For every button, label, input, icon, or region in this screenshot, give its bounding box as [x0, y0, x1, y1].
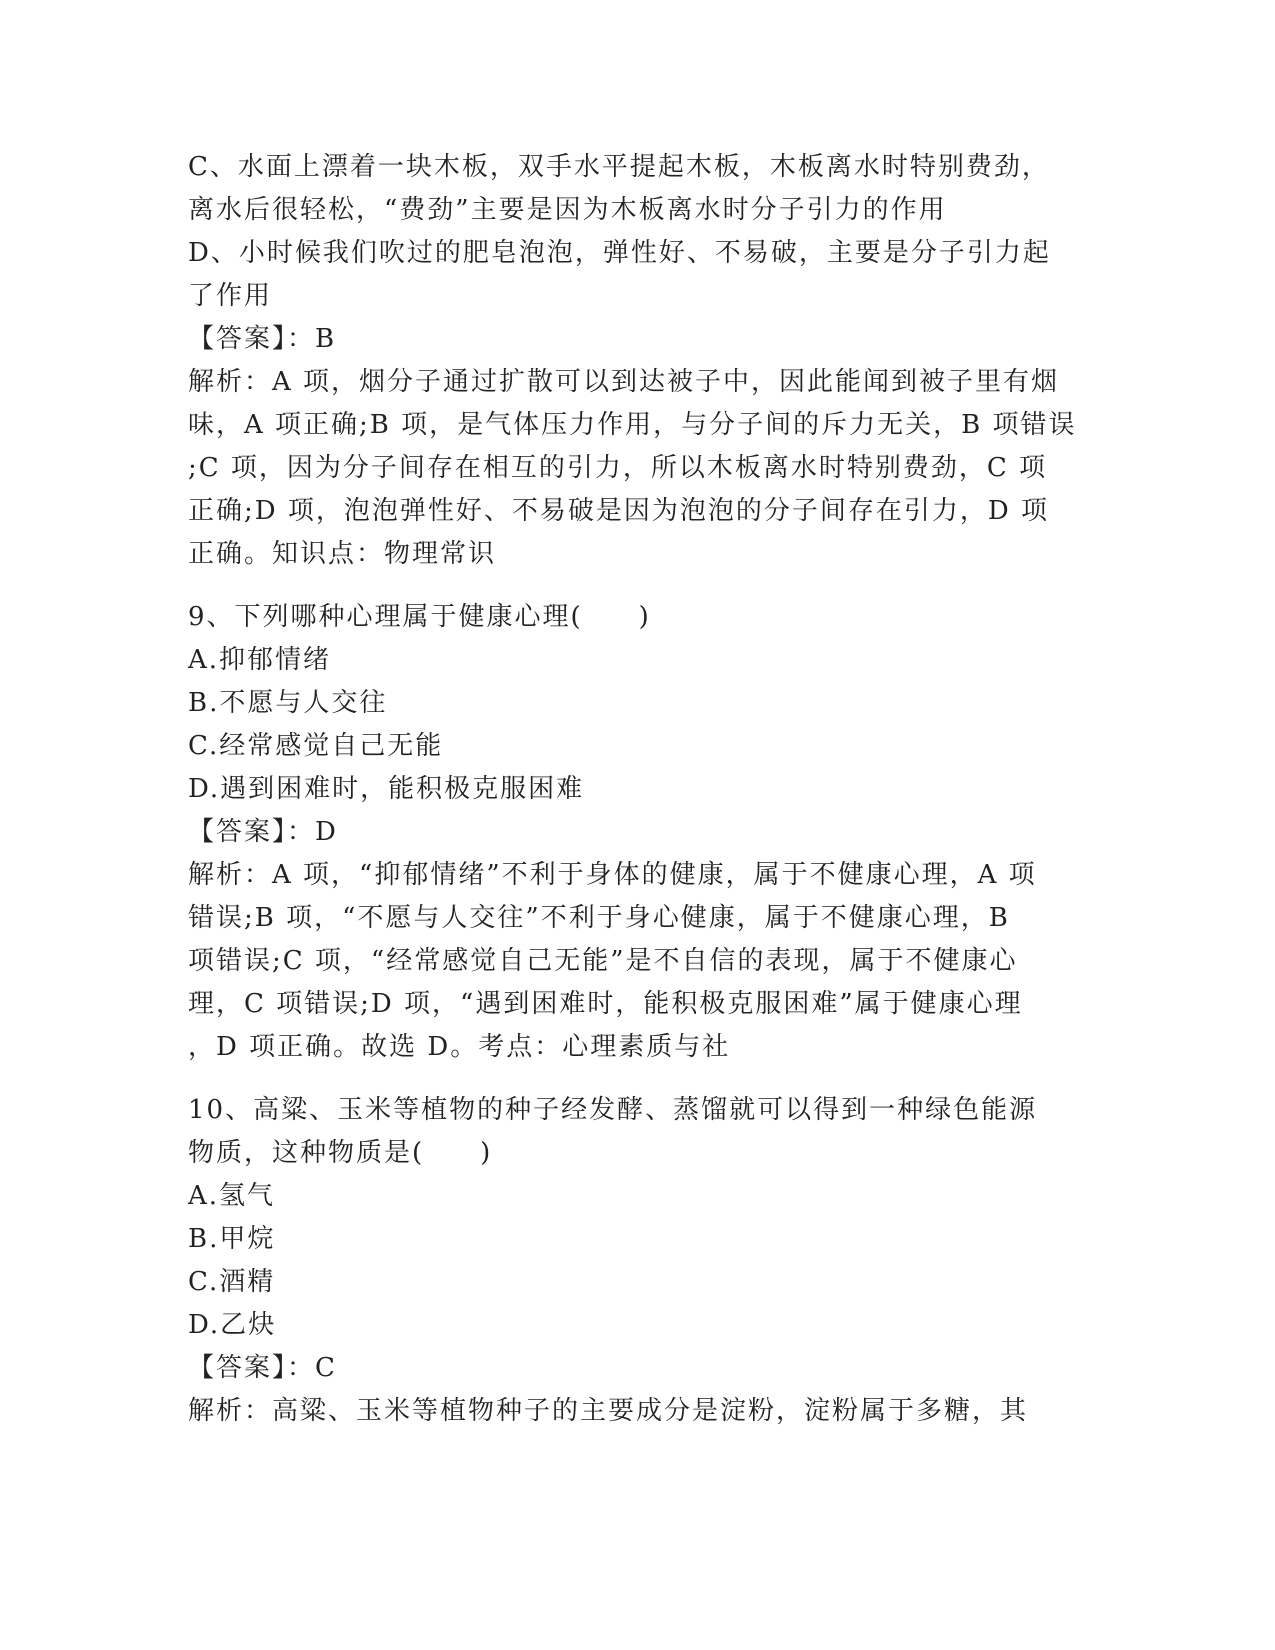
explanation-line-5: ，D 项正确。故选 D。考点：心理素质与社 [188, 1032, 731, 1062]
explanation-line-5: 正确。知识点：物理常识 [188, 539, 497, 569]
question-stem-line-2: 物质，这种物质是( ) [188, 1138, 493, 1168]
option-d: D.遇到困难时，能积极克服困难 [188, 774, 585, 804]
explanation-line-4: 理，C 项错误;D 项，“遇到困难时，能积极克服困难”属于健康心理 [188, 989, 1023, 1019]
explanation-line-4: 正确;D 项，泡泡弹性好、不易破是因为泡泡的分子间存在引力，D 项 [188, 496, 1049, 526]
explanation-line-1: 解析：A 项，烟分子通过扩散可以到达被子中，因此能闻到被子里有烟 [188, 367, 1060, 397]
option-d: D.乙炔 [188, 1310, 277, 1340]
answer-line: 【答案】：D [188, 817, 338, 847]
explanation-line-3: ;C 项，因为分子间存在相互的引力，所以木板离水时特别费劲，C 项 [188, 453, 1048, 483]
block-spacer [188, 1069, 1088, 1089]
block-spacer [188, 576, 1088, 596]
explanation-line-2: 味，A 项正确;B 项，是气体压力作用，与分子间的斥力无关，B 项错误 [188, 410, 1077, 440]
explanation-line-2: 错误;B 项，“不愿与人交往”不利于身心健康，属于不健康心理，B [188, 903, 1010, 933]
explanation-line-1: 解析：A 项，“抑郁情绪”不利于身体的健康，属于不健康心理，A 项 [188, 860, 1037, 890]
answer-line: 【答案】：C [188, 1353, 337, 1383]
answer-line: 【答案】：B [188, 324, 337, 354]
option-c-line-2: 离水后很轻松，“费劲”主要是因为木板离水时分子引力的作用 [188, 195, 947, 225]
question-8-continuation [188, 146, 1088, 576]
option-c: C.酒精 [188, 1267, 276, 1297]
option-a: A.氢气 [188, 1181, 276, 1211]
option-b: B.甲烷 [188, 1224, 276, 1254]
explanation-line-3: 项错误;C 项，“经常感觉自己无能”是不自信的表现，属于不健康心 [188, 946, 1018, 976]
option-d-line-2: 了作用 [188, 281, 273, 311]
page-content [188, 146, 1088, 1433]
question-stem: 9、下列哪种心理属于健康心理( ) [188, 602, 651, 632]
option-a: A.抑郁情绪 [188, 645, 332, 675]
option-d-line-1: D、小时候我们吹过的肥皂泡泡，弹性好、不易破，主要是分子引力起 [188, 238, 1051, 268]
explanation-line-1: 解析：高粱、玉米等植物种子的主要成分是淀粉，淀粉属于多糖，其 [188, 1396, 1029, 1426]
question-9 [188, 596, 1088, 1069]
question-10 [188, 1089, 1088, 1433]
question-stem-line-1: 10、高粱、玉米等植物的种子经发酵、蒸馏就可以得到一种绿色能源 [188, 1095, 1038, 1125]
option-b: B.不愿与人交往 [188, 688, 388, 718]
option-c: C.经常感觉自己无能 [188, 731, 444, 761]
option-c-line-1: C、水面上漂着一块木板，双手水平提起木板，木板离水时特别费劲， [188, 152, 1050, 182]
